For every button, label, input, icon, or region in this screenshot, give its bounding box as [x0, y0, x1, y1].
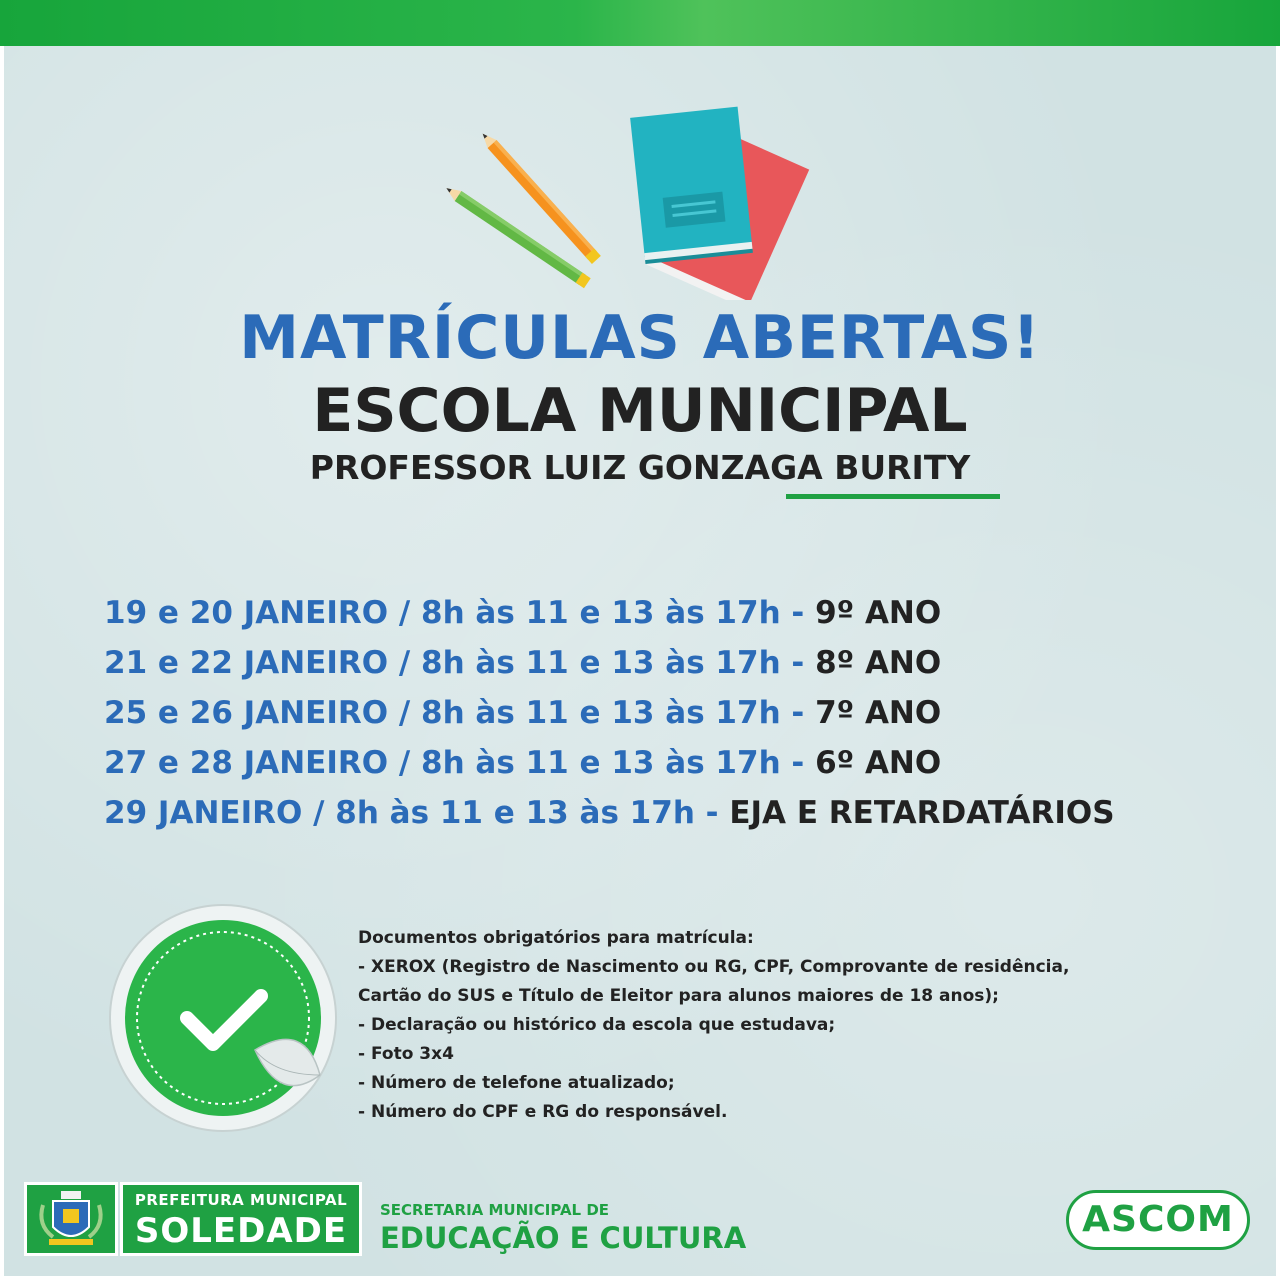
top-green-bar [0, 0, 1280, 46]
school-heading: ESCOLA MUNICIPAL [312, 376, 968, 446]
secretaria-bottom: EDUCAÇÃO E CULTURA [380, 1221, 747, 1255]
ascom-logo: ASCOM [1066, 1190, 1250, 1250]
documents-list [358, 924, 1158, 1127]
schedule-row [104, 788, 1204, 838]
documents-line: - Número de telefone atualizado; [358, 1073, 675, 1093]
schedule-row [104, 588, 1204, 638]
schedule-row [104, 638, 1204, 688]
schedule-when: 21 e 22 JANEIRO / 8h às 11 e 13 às 17h - [104, 645, 816, 681]
schedule-grade: 7º ANO [815, 695, 942, 731]
coat-of-arms-icon [24, 1182, 118, 1256]
schedule-when: 19 e 20 JANEIRO / 8h às 11 e 13 às 17h - [104, 595, 816, 631]
prefeitura-logo [120, 1182, 362, 1256]
documents-line: - Número do CPF e RG do responsável. [358, 1102, 728, 1122]
school-name: PROFESSOR LUIZ GONZAGA BURITY [309, 448, 971, 487]
schedule-when: 25 e 26 JANEIRO / 8h às 11 e 13 às 17h - [104, 695, 816, 731]
schedule-grade: 9º ANO [815, 595, 942, 631]
documents-line: - XEROX (Registro de Nascimento ou RG, CPF, Comprovante de residência, [358, 957, 1070, 977]
schedule-grade: 6º ANO [815, 745, 942, 781]
page-title: MATRÍCULAS ABERTAS! [239, 303, 1041, 373]
pencils-and-books-icon [440, 100, 820, 300]
title-block [0, 300, 1280, 490]
schedule-when: 29 JANEIRO / 8h às 11 e 13 às 17h - [104, 795, 730, 831]
prefeitura-city: SOLEDADE [134, 1211, 348, 1251]
schedule-when: 27 e 28 JANEIRO / 8h às 11 e 13 às 17h - [104, 745, 816, 781]
check-seal-icon [105, 900, 345, 1135]
schedule-list [104, 588, 1204, 838]
schedule-grade: EJA E RETARDATÁRIOS [729, 795, 1115, 831]
documents-title: Documentos obrigatórios para matrícula: [358, 928, 754, 948]
title-underline [786, 494, 1000, 499]
documents-line: - Foto 3x4 [358, 1044, 454, 1064]
prefeitura-top: PREFEITURA MUNICIPAL [134, 1191, 348, 1209]
schedule-row [104, 738, 1204, 788]
schedule-grade: 8º ANO [815, 645, 942, 681]
documents-line: Cartão do SUS e Título de Eleitor para alunos maiores de 18 anos); [358, 986, 999, 1006]
secretaria-logo [380, 1200, 746, 1256]
secretaria-top: SECRETARIA MUNICIPAL DE [380, 1201, 610, 1219]
documents-line: - Declaração ou histórico da escola que estudava; [358, 1015, 836, 1035]
schedule-row [104, 688, 1204, 738]
